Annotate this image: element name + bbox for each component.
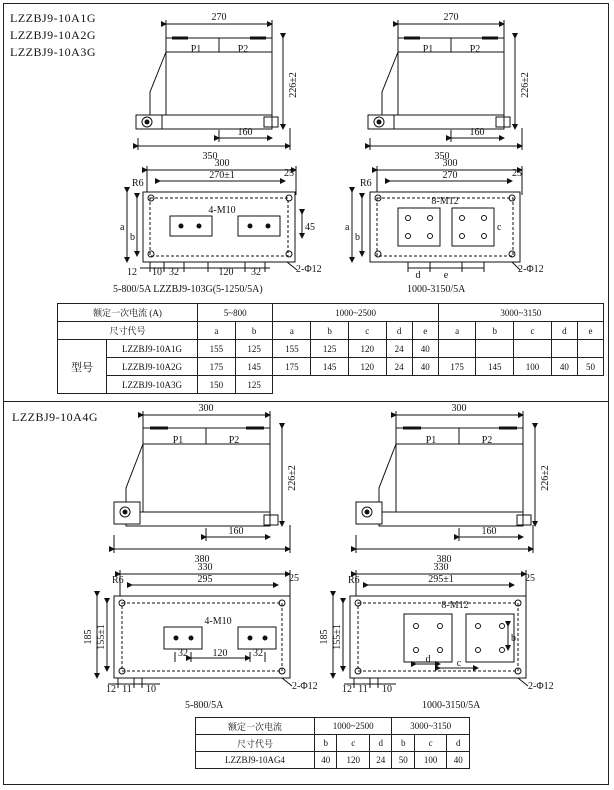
spec-table-2 <box>195 717 470 769</box>
model-cell: LZZBJ9-10A3G <box>107 376 198 394</box>
empty-cell <box>273 376 604 394</box>
dim-label: 12 <box>127 267 137 278</box>
dim-label: R6 <box>348 575 360 586</box>
value-cell: 40 <box>551 358 577 376</box>
pin-label: P1 <box>422 44 434 55</box>
bottom-plan-right-view <box>333 570 528 688</box>
section2-title: LZZBJ9-10A4G <box>12 410 98 424</box>
dim-label: 25 <box>289 573 299 584</box>
value-cell: 120 <box>337 752 370 769</box>
dim-label: 226±2 <box>287 465 298 491</box>
dim-label: 295 <box>197 574 213 585</box>
dim-label: 10 <box>382 684 392 695</box>
dim-label: 11 <box>122 684 132 695</box>
dim-label: 226±2 <box>520 72 531 98</box>
value-cell <box>476 340 514 358</box>
table-row <box>58 340 604 358</box>
col-header: a <box>273 322 311 340</box>
dim-label: 8-M12 <box>431 196 459 207</box>
group-header: 3000~3150 <box>438 304 603 322</box>
group-header: 1000~2500 <box>315 718 392 735</box>
value-cell: 125 <box>235 340 273 358</box>
value-cell: 155 <box>198 340 236 358</box>
caption-bottom-right: 1000-3150/5A <box>422 700 481 711</box>
dim-label: 155±1 <box>332 624 343 650</box>
dim-label: a <box>345 222 350 233</box>
col-header: e <box>577 322 603 340</box>
col-header: c <box>414 735 447 752</box>
model-name: LZZBJ9-10A2G <box>10 28 96 42</box>
dim-label: 300 <box>214 158 230 169</box>
header-cell: 额定一次电流 <box>196 718 315 735</box>
dim-label: 32 <box>251 267 261 278</box>
dim-label: 2-Φ12 <box>292 681 318 692</box>
dim-label: 226±2 <box>540 465 551 491</box>
dim-label: 270 <box>442 170 458 181</box>
dim-label: 2-Φ12 <box>528 681 554 692</box>
bottom-plan-left-view <box>97 570 292 688</box>
dim-label: 45 <box>305 222 315 233</box>
dim-label: c <box>456 658 462 669</box>
value-cell: 125 <box>235 376 273 394</box>
col-header: b <box>311 322 349 340</box>
value-cell: 50 <box>392 752 414 769</box>
dim-label: 160 <box>228 526 244 537</box>
caption-top-right: 1000-3150/5A <box>407 284 466 295</box>
dim-label: 300 <box>442 158 458 169</box>
dim-label: 160 <box>237 127 253 138</box>
value-cell: 40 <box>315 752 337 769</box>
dim-label: d <box>425 654 431 665</box>
dim-label: 2-Φ12 <box>296 264 322 275</box>
dim-label: R6 <box>112 575 124 586</box>
col-header: a <box>438 322 476 340</box>
value-cell: 175 <box>273 358 311 376</box>
dim-label: 160 <box>481 526 497 537</box>
value-cell: 145 <box>476 358 514 376</box>
dim-label: 270±1 <box>209 170 235 181</box>
dim-label: 2-Φ12 <box>518 264 544 275</box>
col-header: a <box>198 322 236 340</box>
dim-label: c <box>497 222 502 233</box>
top-plan-right-view <box>352 166 522 272</box>
dim-label: 25 <box>525 573 535 584</box>
dim-label: 11 <box>358 684 368 695</box>
dim-label: 4-M10 <box>208 205 236 216</box>
model-name: LZZBJ9-10A1G <box>10 11 96 25</box>
value-cell: 40 <box>447 752 470 769</box>
dim-label: d <box>415 270 421 281</box>
dim-label: 25 <box>512 168 522 179</box>
dim-label: 270 <box>211 12 227 23</box>
dim-label: 25 <box>284 168 294 179</box>
value-cell: 24 <box>386 340 412 358</box>
dim-label: 32 <box>253 648 263 659</box>
dim-label: 160 <box>469 127 485 138</box>
dim-label: 350 <box>202 151 218 162</box>
col-header: c <box>337 735 370 752</box>
value-cell: 100 <box>514 358 552 376</box>
model-cell: LZZBJ9-10A2G <box>107 358 198 376</box>
header-cell: 尺寸代号 <box>196 735 315 752</box>
pin-label: P2 <box>237 44 249 55</box>
dim-label: 185 <box>83 629 94 645</box>
caption-top-left: 5-800/5A LZZBJ9-103G(5-1250/5A) <box>113 284 263 295</box>
group-header: 1000~2500 <box>273 304 438 322</box>
col-header: d <box>447 735 470 752</box>
bottom-front-left-view <box>114 411 290 553</box>
top-plan-left-view <box>127 166 302 272</box>
dim-label: 32 <box>169 267 179 278</box>
dim-label: 300 <box>451 403 467 414</box>
spec-table-1 <box>57 303 604 394</box>
col-header: e <box>412 322 438 340</box>
dim-label: b <box>511 633 516 644</box>
model-cell: LZZBJ9-10AG4 <box>196 752 315 769</box>
dim-label: 120 <box>212 648 228 659</box>
pin-label: P1 <box>425 435 437 446</box>
dim-label: 330 <box>433 562 449 573</box>
value-cell: 125 <box>311 340 349 358</box>
dim-label: b <box>355 232 360 243</box>
dim-label: 8-M12 <box>441 600 469 611</box>
group-header: 3000~3150 <box>392 718 470 735</box>
dim-label: 12 <box>106 684 116 695</box>
group-header: 5~800 <box>198 304 273 322</box>
pin-label: P1 <box>190 44 202 55</box>
value-cell: 150 <box>198 376 236 394</box>
header-cell: 尺寸代号 <box>58 322 198 340</box>
value-cell: 24 <box>386 358 412 376</box>
bottom-front-right-view <box>356 411 535 553</box>
col-header: b <box>315 735 337 752</box>
dim-label: 10 <box>152 267 162 278</box>
value-cell: 175 <box>198 358 236 376</box>
col-header: d <box>386 322 412 340</box>
model-group-label: 型号 <box>58 340 107 394</box>
value-cell: 120 <box>348 358 386 376</box>
dim-label: 380 <box>194 554 210 565</box>
col-header: d <box>369 735 391 752</box>
table-row <box>196 752 470 769</box>
caption-bottom-left: 5-800/5A <box>185 700 224 711</box>
value-cell: 120 <box>348 340 386 358</box>
col-header: d <box>551 322 577 340</box>
value-cell: 145 <box>235 358 273 376</box>
value-cell: 100 <box>414 752 447 769</box>
value-cell <box>577 340 603 358</box>
dim-label: 300 <box>198 403 214 414</box>
dim-label: 350 <box>434 151 450 162</box>
col-header: b <box>476 322 514 340</box>
dim-label: 185 <box>319 629 330 645</box>
top-front-left-view <box>136 20 290 150</box>
value-cell <box>551 340 577 358</box>
dim-label: R6 <box>132 178 144 189</box>
dim-label: b <box>130 232 135 243</box>
dim-label: 226±2 <box>288 72 299 98</box>
value-cell <box>514 340 552 358</box>
value-cell: 155 <box>273 340 311 358</box>
value-cell: 40 <box>412 358 438 376</box>
pin-label: P2 <box>469 44 481 55</box>
value-cell: 50 <box>577 358 603 376</box>
dim-label: 155±1 <box>96 624 107 650</box>
dim-label: 380 <box>436 554 452 565</box>
pin-label: P2 <box>228 435 240 446</box>
pin-label: P2 <box>481 435 493 446</box>
col-header: b <box>392 735 414 752</box>
header-cell: 额定一次电流 (A) <box>58 304 198 322</box>
dim-label: a <box>120 222 125 233</box>
dim-label: 270 <box>443 12 459 23</box>
col-header: b <box>235 322 273 340</box>
model-name: LZZBJ9-10A3G <box>10 45 96 59</box>
dim-label: 330 <box>197 562 213 573</box>
dim-label: 295±1 <box>428 574 454 585</box>
top-front-right-view <box>368 20 522 150</box>
dim-label: R6 <box>360 178 372 189</box>
value-cell: 40 <box>412 340 438 358</box>
value-cell: 24 <box>369 752 391 769</box>
dim-label: 32 <box>178 648 188 659</box>
dim-label: 10 <box>146 684 156 695</box>
dim-label: 12 <box>342 684 352 695</box>
dim-label: 4-M10 <box>204 616 232 627</box>
table-row <box>58 376 604 394</box>
dim-label: e <box>443 270 449 281</box>
col-header: c <box>514 322 552 340</box>
col-header: c <box>348 322 386 340</box>
dim-label: 120 <box>218 267 234 278</box>
table-row <box>58 358 604 376</box>
pin-label: P1 <box>172 435 184 446</box>
value-cell: 145 <box>311 358 349 376</box>
value-cell: 175 <box>438 358 476 376</box>
model-cell: LZZBJ9-10A1G <box>107 340 198 358</box>
value-cell <box>438 340 476 358</box>
